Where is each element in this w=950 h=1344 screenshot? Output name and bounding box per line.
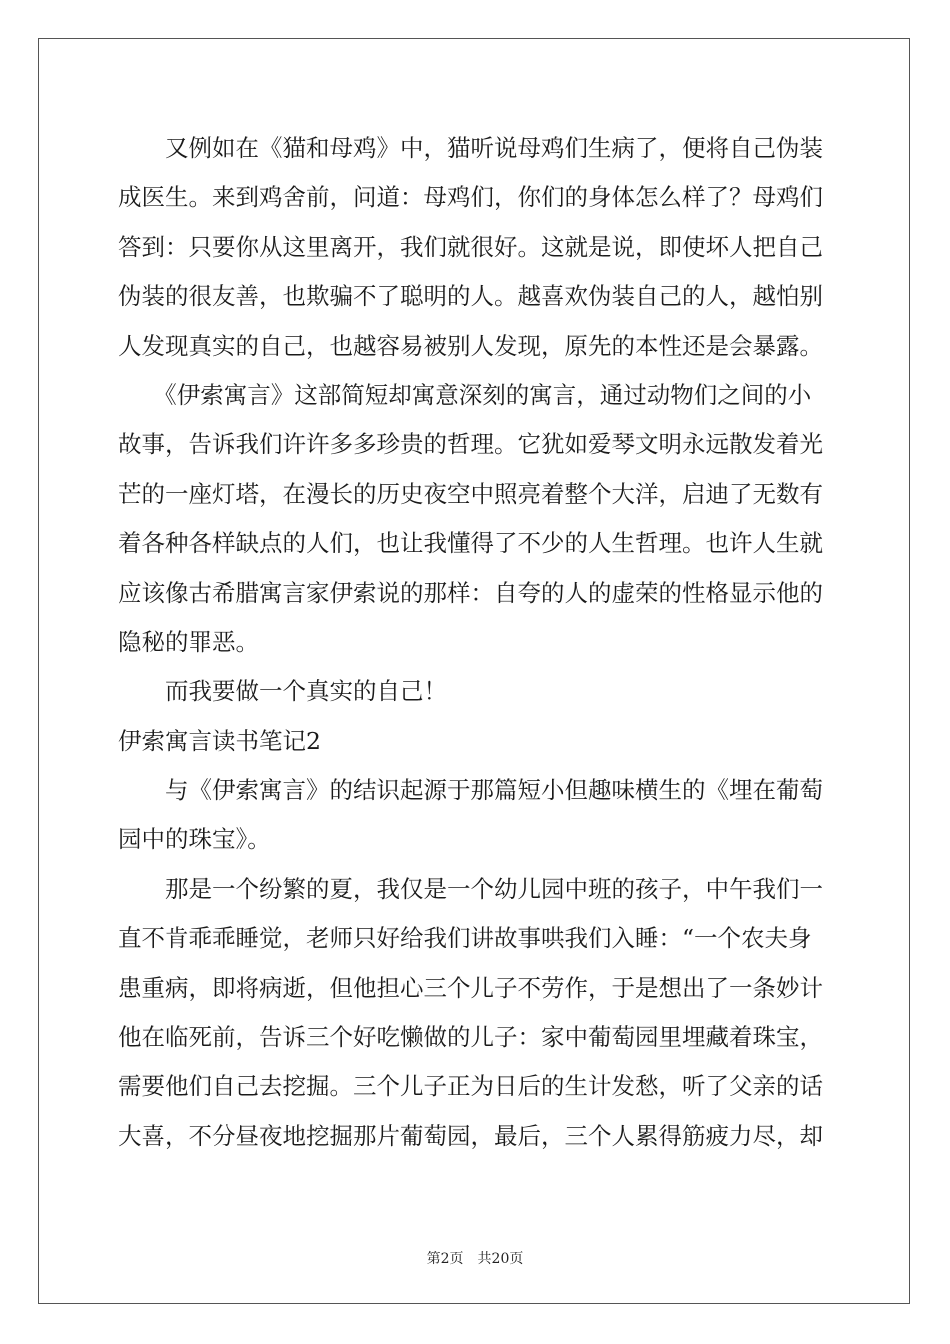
text-line-4: 伪装的很友善，也欺骗不了聪明的人。越喜欢伪装自己的人，越怕别 bbox=[118, 282, 823, 311]
text-line-8: 芒的一座灯塔，在漫长的历史夜空中照亮着整个大洋，启迪了无数有 bbox=[118, 479, 823, 508]
page-number: 第2页 共20页 bbox=[426, 1251, 524, 1267]
text-line-14: 与《伊索寓言》的结识起源于那篇短小但趣味横生的《埋在葡萄 bbox=[118, 776, 823, 805]
document-body bbox=[118, 124, 834, 1161]
text-line-11: 隐秘的罪恶。 bbox=[118, 627, 259, 656]
text-line-5: 人发现真实的自己，也越容易被别人发现，原先的本性还是会暴露。 bbox=[118, 331, 823, 360]
text-line-1: 又例如在《猫和母鸡》中，猫听说母鸡们生病了，便将自己伪装 bbox=[118, 134, 823, 162]
text-line-2: 成医生。来到鸡舍前，问道：母鸡们，你们的身体怎么样了？母鸡们 bbox=[118, 183, 823, 212]
text-line-6: 《伊索寓言》这部简短却寓意深刻的寓言，通过动物们之间的小 bbox=[118, 380, 812, 409]
text-line-10: 应该像古希腊寓言家伊索说的那样：自夸的人的虚荣的性格显示他的 bbox=[118, 578, 823, 607]
text-line-19: 他在临死前，告诉三个好吃懒做的儿子：家中葡萄园里埋藏着珠宝， bbox=[118, 1023, 823, 1052]
text-line-9: 着各种各样缺点的人们，也让我懂得了不少的人生哲理。也许人生就 bbox=[118, 529, 823, 558]
text-line-20: 需要他们自己去挖掘。三个儿子正为日后的生计发愁，听了父亲的话 bbox=[118, 1072, 823, 1101]
text-line-15: 园中的珠宝》。 bbox=[118, 825, 271, 854]
text-line-7: 故事，告诉我们许许多多珍贵的哲理。它犹如爱琴文明永远散发着光 bbox=[118, 430, 823, 459]
text-line-3: 答到：只要你从这里离开，我们就很好。这就是说，即使坏人把自己 bbox=[118, 232, 823, 261]
text-line-12: 而我要做一个真实的自己！ bbox=[118, 677, 447, 706]
text-line-16: 那是一个纷繁的夏，我仅是一个幼儿园中班的孩子，中午我们一 bbox=[118, 874, 823, 903]
text-line-17: 直不肯乖乖睡觉，老师只好给我们讲故事哄我们入睡：“一个农夫身 bbox=[118, 924, 812, 953]
text-line-18: 患重病，即将病逝，但他担心三个儿子不劳作，于是想出了一条妙计 bbox=[118, 973, 823, 1002]
section-heading: 伊索寓言读书笔记2 bbox=[118, 726, 321, 755]
text-line-21: 大喜，不分昼夜地挖掘那片葡萄园，最后，三个人累得筋疲力尽，却 bbox=[118, 1121, 823, 1150]
